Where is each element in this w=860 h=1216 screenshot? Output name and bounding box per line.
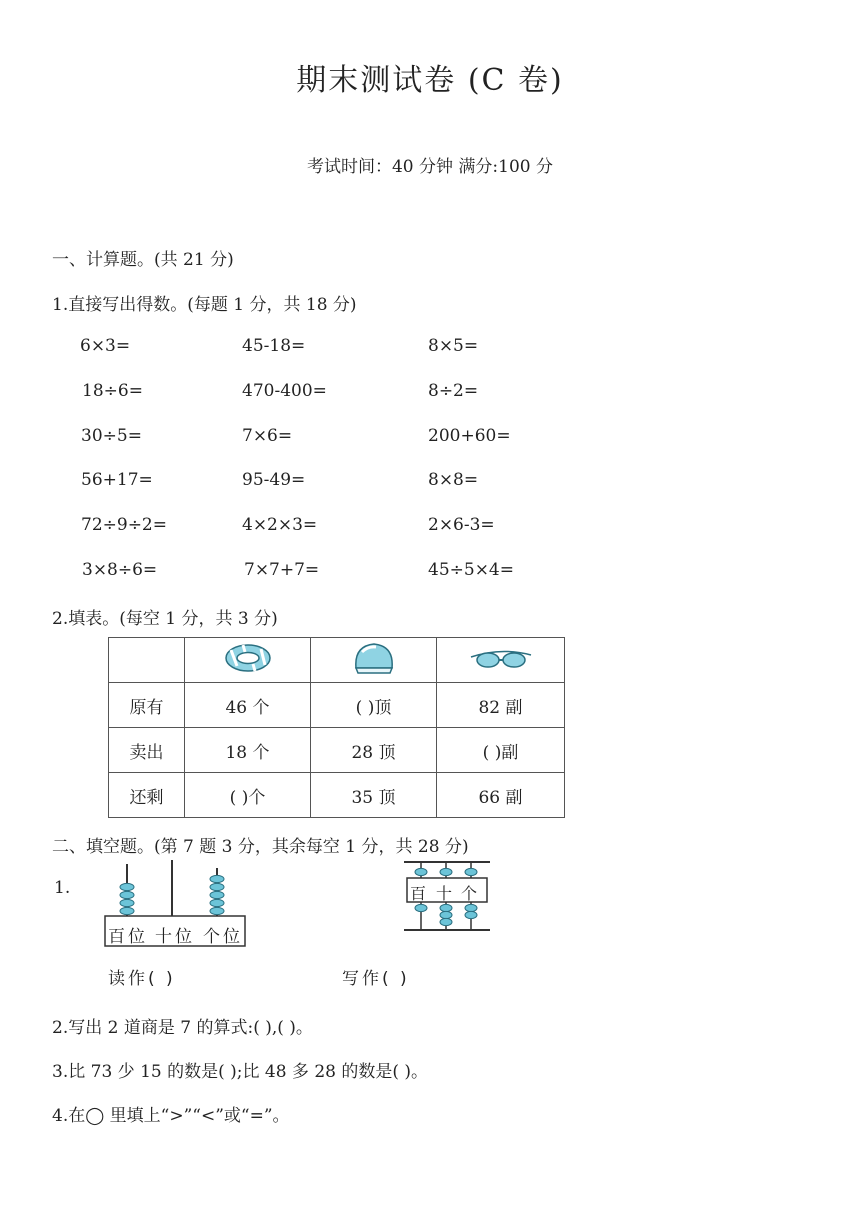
abacus-bead [120, 907, 134, 914]
row-label: 还剩 [109, 773, 185, 818]
row-label: 卖出 [109, 728, 185, 773]
calc-item: 56+17= [81, 470, 153, 490]
calc-item: 4×2×3= [242, 515, 318, 535]
calc-item: 200+60= [428, 426, 511, 446]
calc-item: 18÷6= [82, 381, 143, 401]
question-2-heading: 2.填表。(每空 1 分，共 3 分) [52, 609, 278, 629]
calc-item: 7×7+7= [244, 560, 320, 580]
abacus-bead [465, 868, 477, 875]
write-as-blank: 写作( ) [342, 969, 410, 989]
calc-item: 470-400= [242, 381, 327, 401]
exam-info: 考试时间：40 分钟 满分:100 分 [306, 157, 554, 177]
question-2-text: 2.写出 2 道商是 7 的算式:( ),( )。 [52, 1018, 313, 1038]
swim-goggles-icon [468, 643, 534, 673]
place-label: 十 [436, 884, 456, 903]
section-1-heading: 一、计算题。(共 21 分) [52, 250, 234, 270]
table-cell: 66 副 [437, 773, 565, 818]
calc-item: 45-18= [242, 336, 306, 356]
table-cell: 35 顶 [311, 773, 437, 818]
calc-item: 8÷2= [428, 381, 479, 401]
place-label: 百 [410, 884, 430, 903]
table-cell: 82 副 [437, 683, 565, 728]
section-2-heading: 二、填空题。(第 7 题 3 分，其余每空 1 分，共 28 分) [52, 837, 469, 857]
abacus-bead [465, 911, 477, 918]
table-header-cell [437, 638, 565, 683]
table-cell: ( )副 [437, 728, 565, 773]
calc-item: 95-49= [242, 470, 306, 490]
calc-item: 45÷5×4= [428, 560, 514, 580]
calc-item: 8×5= [428, 336, 479, 356]
question-3-text: 3.比 73 少 15 的数是( );比 48 多 28 的数是( )。 [52, 1062, 429, 1082]
table-row [109, 683, 565, 728]
calc-item: 72÷9÷2= [81, 515, 167, 535]
table-cell: ( )个 [185, 773, 311, 818]
place-label: 十位 [155, 927, 195, 947]
calc-item: 7×6= [242, 426, 293, 446]
question-number: 1. [54, 878, 71, 898]
place-label: 个 [461, 884, 481, 903]
question-4-text: 4.在◯ 里填上“>”“<”或“=”。 [52, 1106, 290, 1126]
table-cell: ( )顶 [311, 683, 437, 728]
fill-in-table [108, 637, 565, 818]
swim-cap-icon [350, 640, 398, 676]
abacus-bead [440, 904, 452, 911]
abacus-bead [210, 907, 224, 914]
question-1-heading: 1.直接写出得数。(每题 1 分，共 18 分) [52, 295, 357, 315]
abacus-bead [120, 883, 134, 890]
calc-item: 30÷5= [81, 426, 142, 446]
table-corner-cell [109, 638, 185, 683]
table-header-cell [311, 638, 437, 683]
abacus-bead [210, 891, 224, 898]
abacus-bead [465, 904, 477, 911]
calc-item: 6×3= [80, 336, 131, 356]
abacus-bead [415, 868, 427, 875]
abacus-bead [440, 868, 452, 875]
swim-ring-icon [223, 641, 273, 675]
table-cell: 28 顶 [311, 728, 437, 773]
place-label: 个位 [203, 927, 243, 947]
read-as-blank: 读作( ) [108, 969, 176, 989]
abacus-bead [440, 918, 452, 925]
calc-item: 3×8÷6= [82, 560, 158, 580]
table-row [109, 728, 565, 773]
row-label: 原有 [109, 683, 185, 728]
page-title: 期末测试卷 (C 卷) [296, 63, 564, 98]
table-row [109, 773, 565, 818]
abacus-bead [210, 883, 224, 890]
abacus-bead [415, 904, 427, 911]
table-cell: 18 个 [185, 728, 311, 773]
calc-item: 8×8= [428, 470, 479, 490]
abacus-bead [210, 875, 224, 882]
table-cell: 46 个 [185, 683, 311, 728]
abacus-bead [120, 891, 134, 898]
calc-item: 2×6-3= [428, 515, 495, 535]
table-header-cell [185, 638, 311, 683]
abacus-bead [210, 899, 224, 906]
abacus-bead [120, 899, 134, 906]
place-label: 百位 [108, 927, 148, 947]
abacus-bead [440, 911, 452, 918]
